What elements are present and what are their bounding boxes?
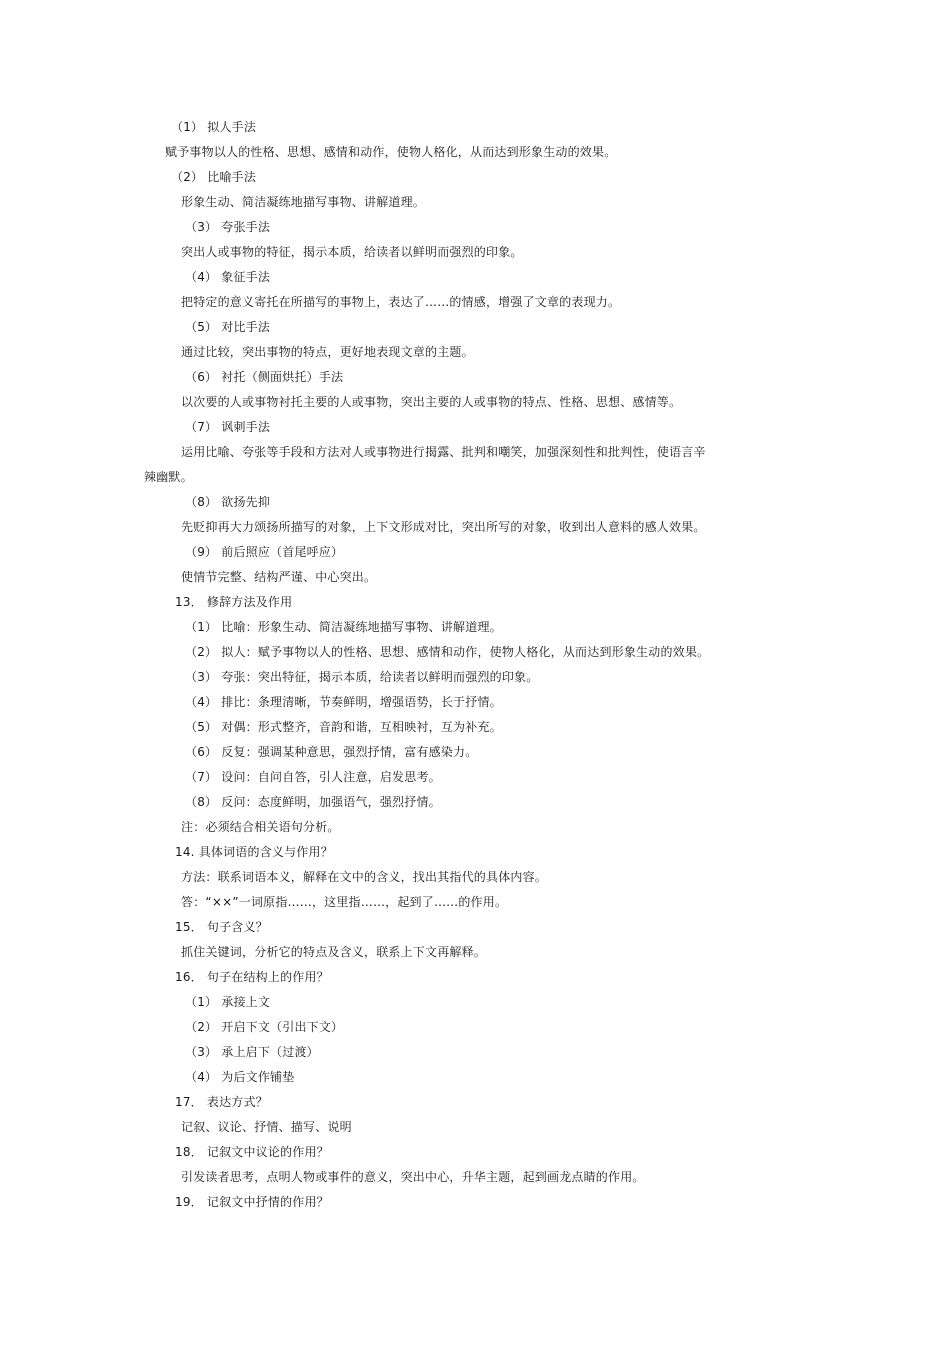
- text-contrast: 通过比较，突出事物的特点，更好地表现文章的主题。: [181, 345, 474, 359]
- text-14-answer: 答：“××”一词原指……，这里指……，起到了……的作用。: [181, 895, 508, 909]
- text-metaphor: 形象生动、简洁凝练地描写事物、讲解道理。: [181, 195, 426, 209]
- item-rhetoric-exaggeration: （3） 夸张：突出特征，揭示本质，给读者以鲜明而强烈的印象。: [185, 670, 539, 684]
- heading-personification: （1） 拟人手法: [171, 120, 257, 134]
- heading-13-rhetoric: 13． 修辞方法及作用: [175, 595, 293, 609]
- heading-satire: （7） 讽刺手法: [185, 420, 271, 434]
- text-satire-continued: 辣幽默。: [144, 470, 193, 484]
- heading-18-argument: 18． 记叙文中议论的作用？: [175, 1145, 329, 1159]
- item-rhetoric-metaphor: （1） 比喻：形象生动、简洁凝练地描写事物、讲解道理。: [185, 620, 502, 634]
- heading-echo: （9） 前后照应（首尾呼应）: [185, 545, 344, 559]
- heading-16-sentence-structure: 16． 句子在结构上的作用？: [175, 970, 329, 984]
- heading-14-word-meaning: 14. 具体词语的含义与作用？: [175, 845, 333, 859]
- note-analysis: 注：必须结合相关语句分析。: [181, 820, 340, 834]
- item-rhetoric-hypophora: （7） 设问：自问自答，引人注意，启发思考。: [185, 770, 441, 784]
- heading-15-sentence-meaning: 15． 句子含义？: [175, 920, 268, 934]
- item-16-1: （1） 承接上文: [185, 995, 271, 1009]
- heading-exaggeration: （3） 夸张手法: [185, 220, 271, 234]
- text-14-method: 方法：联系词语本义，解释在文中的含义，找出其指代的具体内容。: [181, 870, 548, 884]
- text-15: 抓住关键词，分析它的特点及含义，联系上下文再解释。: [181, 945, 487, 959]
- heading-suppress-then-praise: （8） 欲扬先抑: [185, 495, 271, 509]
- item-rhetoric-personification: （2） 拟人：赋予事物以人的性格、思想、感情和动作，使物人格化，从而达到形象生动的效果。: [185, 645, 710, 659]
- text-symbolism: 把特定的意义寄托在所描写的事物上，表达了……的情感，增强了文章的表现力。: [181, 295, 621, 309]
- heading-metaphor: （2） 比喻手法: [171, 170, 257, 184]
- text-foil: 以次要的人或事物衬托主要的人或事物，突出主要的人或事物的特点、性格、思想、感情等。: [181, 395, 682, 409]
- text-personification: 赋予事物以人的性格、思想、感情和动作，使物人格化，从而达到形象生动的效果。: [165, 145, 617, 159]
- heading-contrast: （5） 对比手法: [185, 320, 271, 334]
- item-16-4: （4） 为后文作铺垫: [185, 1070, 295, 1084]
- text-17: 记叙、议论、抒情、描写、说明: [181, 1120, 352, 1134]
- heading-17-expression: 17． 表达方式？: [175, 1095, 268, 1109]
- item-rhetoric-repetition: （6） 反复：强调某种意思，强烈抒情，富有感染力。: [185, 745, 478, 759]
- heading-19-lyric: 19． 记叙文中抒情的作用？: [175, 1195, 329, 1209]
- text-suppress-then-praise: 先贬抑再大力颂扬所描写的对象，上下文形成对比，突出所写的对象，收到出人意料的感人效果。: [181, 520, 706, 534]
- heading-symbolism: （4） 象征手法: [185, 270, 271, 284]
- heading-foil: （6） 衬托（侧面烘托）手法: [185, 370, 344, 384]
- text-echo: 使情节完整、结构严谨、中心突出。: [181, 570, 377, 584]
- item-16-3: （3） 承上启下（过渡）: [185, 1045, 319, 1059]
- item-rhetoric-parallelism: （4） 排比：条理清晰，节奏鲜明，增强语势，长于抒情。: [185, 695, 502, 709]
- item-rhetoric-rhetorical-question: （8） 反问：态度鲜明，加强语气，强烈抒情。: [185, 795, 441, 809]
- text-18: 引发读者思考，点明人物或事件的意义，突出中心，升华主题，起到画龙点睛的作用。: [181, 1170, 645, 1184]
- item-rhetoric-antithesis: （5） 对偶：形式整齐，音韵和谐，互相映衬，互为补充。: [185, 720, 502, 734]
- text-satire: 运用比喻、夸张等手段和方法对人或事物进行揭露、批判和嘲笑，加强深刻性和批判性，使语言辛: [181, 445, 706, 459]
- text-exaggeration: 突出人或事物的特征，揭示本质，给读者以鲜明而强烈的印象。: [181, 245, 523, 259]
- item-16-2: （2） 开启下文（引出下文）: [185, 1020, 344, 1034]
